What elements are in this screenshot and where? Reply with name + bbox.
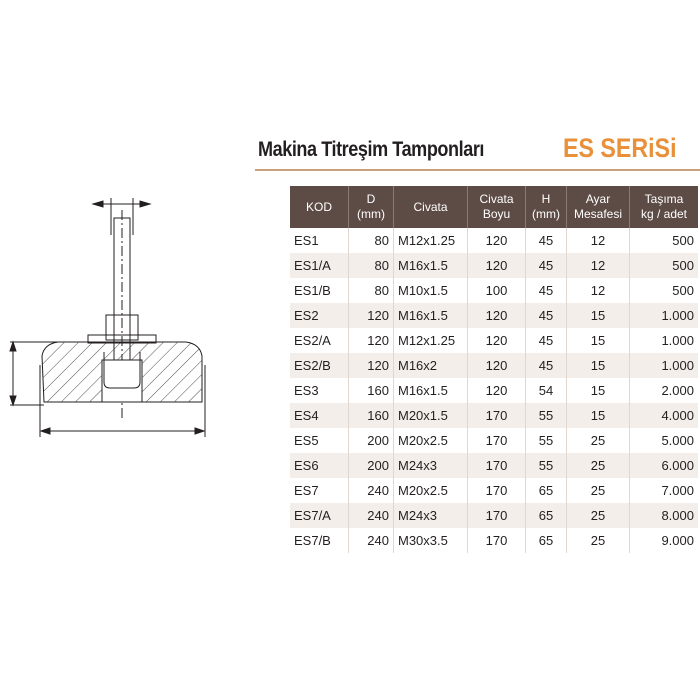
- table-cell: 45: [526, 253, 567, 278]
- table-cell: 170: [468, 428, 526, 453]
- table-cell: M20x2.5: [394, 428, 468, 453]
- table-cell: M16x2: [394, 353, 468, 378]
- column-header: [468, 186, 526, 228]
- table-row: [290, 428, 698, 453]
- table-cell: 120: [468, 353, 526, 378]
- table-cell: 25: [567, 503, 630, 528]
- table-cell: 9.000: [661, 533, 694, 548]
- header-line: Taşıma: [644, 192, 684, 206]
- table-cell: 6.000: [630, 453, 699, 478]
- header-line: H: [541, 192, 551, 206]
- table-cell: ES5: [290, 428, 349, 453]
- header-line: (mm): [532, 207, 560, 221]
- column-header: [567, 186, 630, 228]
- table-cell: M20x2.5: [394, 478, 468, 503]
- table-cell: 45: [526, 303, 567, 328]
- column-header: [630, 186, 699, 228]
- header-line: D: [366, 192, 376, 206]
- table-row: [290, 453, 698, 478]
- table-row: [290, 403, 698, 428]
- table-row: [290, 503, 698, 528]
- title-divider: [255, 169, 700, 171]
- table-row: [290, 478, 698, 503]
- column-header: [290, 186, 349, 228]
- table-cell: 500: [672, 283, 694, 298]
- table-cell: 120: [349, 328, 394, 353]
- table-cell: 15: [567, 328, 630, 353]
- table-cell: 120: [468, 253, 526, 278]
- table-cell: 25: [567, 428, 630, 453]
- table-cell: 170: [468, 453, 526, 478]
- table-cell: 120: [468, 303, 526, 328]
- title-main: Makina Titreşim Tamponları: [258, 138, 485, 161]
- table-cell: 80: [349, 253, 394, 278]
- table-cell: 170: [468, 528, 526, 553]
- table-cell: ES3: [290, 378, 349, 403]
- table-cell: ES4: [290, 403, 349, 428]
- table-cell: 200: [349, 453, 394, 478]
- table-cell: M10x1.5: [394, 278, 468, 303]
- table-cell: 15: [567, 303, 630, 328]
- table-row: [290, 228, 698, 253]
- table-cell: 25: [567, 528, 630, 553]
- table-row: [290, 528, 698, 553]
- table-cell: 170: [468, 478, 526, 503]
- table-row: [290, 378, 698, 403]
- table-cell: 15: [567, 403, 630, 428]
- table-cell: ES7: [290, 478, 349, 503]
- page-title: [258, 133, 677, 163]
- header-line: (mm): [357, 207, 385, 221]
- table-cell: ES1/B: [290, 278, 349, 303]
- table-row: [290, 353, 698, 378]
- table-cell: 55: [526, 428, 567, 453]
- header-line: KOD: [305, 199, 332, 214]
- table-cell: 8.000: [630, 503, 699, 528]
- table-cell: 80: [349, 278, 394, 303]
- table-row: [290, 278, 698, 303]
- table-cell: ES2: [290, 303, 349, 328]
- table-cell: M20x1.5: [394, 403, 468, 428]
- table-cell: ES1/A: [290, 253, 349, 278]
- table-cell: M24x3: [394, 503, 468, 528]
- table-cell: M12x1.25: [394, 328, 468, 353]
- header-line: Ayar: [585, 192, 611, 206]
- table-cell: 45: [526, 228, 567, 253]
- header-line: Boyu: [482, 207, 511, 221]
- table-cell: 12: [567, 228, 630, 253]
- table-cell: 1.000: [630, 303, 699, 328]
- table-cell: 4.000: [630, 403, 699, 428]
- table-row: [290, 328, 698, 353]
- table-cell: 1.000: [661, 333, 694, 348]
- table-cell: 15: [567, 353, 630, 378]
- table-cell: M12x1.25: [394, 228, 468, 253]
- table-cell: 15: [567, 378, 630, 403]
- table-cell: 200: [349, 428, 394, 453]
- table-cell: M16x1.5: [394, 253, 468, 278]
- table-cell: 25: [567, 478, 630, 503]
- table-cell: 12: [567, 253, 630, 278]
- table-cell: 500: [672, 233, 694, 248]
- table-cell: 240: [349, 503, 394, 528]
- table-cell: M30x3.5: [394, 528, 468, 553]
- table-cell: 25: [567, 453, 630, 478]
- table-cell: 120: [468, 228, 526, 253]
- table-cell: 45: [526, 278, 567, 303]
- table-cell: 65: [526, 478, 567, 503]
- table-cell: 1.000: [630, 353, 699, 378]
- table-cell: ES6: [290, 453, 349, 478]
- table-cell: 100: [468, 278, 526, 303]
- table-cell: 160: [349, 378, 394, 403]
- column-header: [526, 186, 567, 228]
- table-row: [290, 253, 698, 278]
- technical-drawing: [0, 180, 240, 440]
- table-cell: M16x1.5: [394, 378, 468, 403]
- table-cell: 54: [526, 378, 567, 403]
- header-line: kg / adet: [640, 207, 688, 221]
- table-cell: 120: [349, 353, 394, 378]
- table-cell: 55: [526, 403, 567, 428]
- table-cell: 170: [468, 503, 526, 528]
- table-cell: 240: [349, 478, 394, 503]
- table-cell: 2.000: [661, 383, 694, 398]
- table-cell: 65: [526, 528, 567, 553]
- table-cell: ES1: [290, 228, 349, 253]
- title-series: ES SERiSi: [563, 133, 677, 163]
- table-cell: 240: [349, 528, 394, 553]
- specs-table: [290, 186, 698, 553]
- header-line: Civata: [479, 192, 514, 206]
- table-cell: M24x3: [394, 453, 468, 478]
- table-cell: 7.000: [661, 483, 694, 498]
- table-cell: 55: [526, 453, 567, 478]
- table-cell: 120: [468, 378, 526, 403]
- table-cell: M16x1.5: [394, 303, 468, 328]
- table-cell: 5.000: [661, 433, 694, 448]
- table-cell: 500: [630, 253, 699, 278]
- table-cell: 45: [526, 353, 567, 378]
- table-cell: 120: [468, 328, 526, 353]
- table-cell: 120: [349, 303, 394, 328]
- table-cell: ES2/B: [290, 353, 349, 378]
- table-cell: ES7/B: [290, 528, 349, 553]
- table-cell: 80: [349, 228, 394, 253]
- header-line: Civata: [413, 199, 448, 214]
- header-line: Mesafesi: [573, 207, 623, 221]
- table-row: [290, 303, 698, 328]
- column-header: [394, 186, 468, 228]
- column-header: [349, 186, 394, 228]
- table-cell: 12: [567, 278, 630, 303]
- table-cell: 45: [526, 328, 567, 353]
- table-cell: ES7/A: [290, 503, 349, 528]
- table-cell: 65: [526, 503, 567, 528]
- table-cell: 170: [468, 403, 526, 428]
- table-cell: ES2/A: [290, 328, 349, 353]
- table-cell: 160: [349, 403, 394, 428]
